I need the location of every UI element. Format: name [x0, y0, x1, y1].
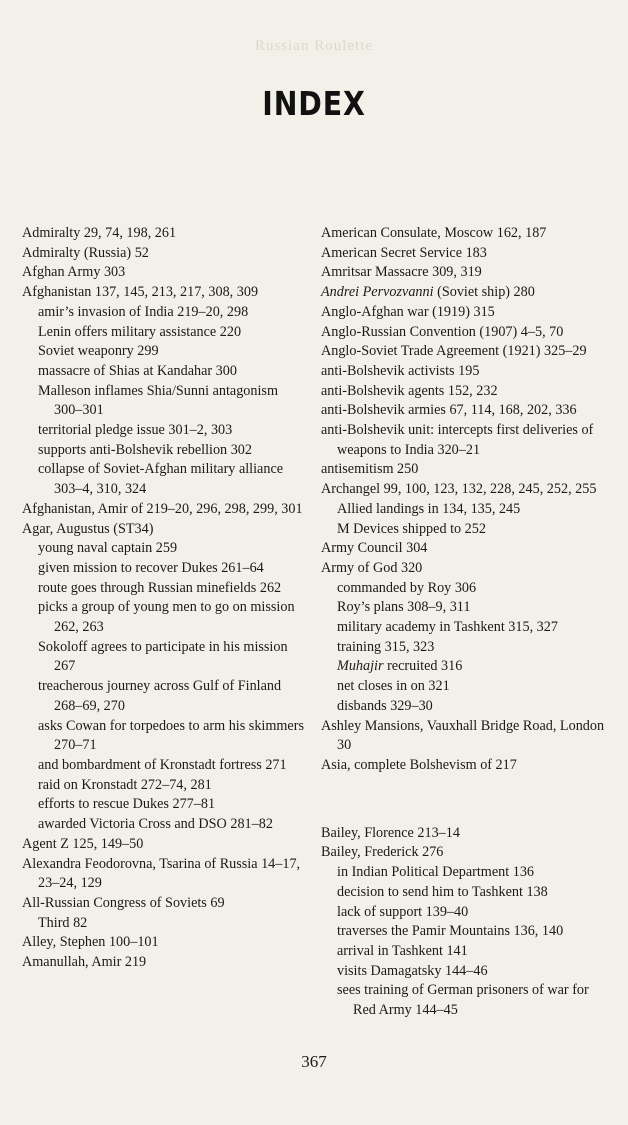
- index-subentry: [22, 795, 307, 815]
- index-entry: [321, 224, 611, 244]
- italic-term: Muhajir: [337, 658, 384, 675]
- page-title: INDEX: [262, 84, 366, 123]
- entry-text: Archangel 99, 100, 123, 132, 228, 245, 252, 255: [321, 481, 597, 498]
- index-subentry: [22, 421, 307, 441]
- running-head-showthrough: Russian Roulette: [254, 38, 374, 54]
- index-subentry: [22, 579, 307, 599]
- index-entry: [22, 894, 307, 914]
- entry-text: All-Russian Congress of Soviets 69: [22, 894, 225, 911]
- index-entry: [321, 421, 611, 460]
- index-subentry: [321, 598, 611, 618]
- index-subentry: [22, 638, 307, 677]
- index-entry: [321, 244, 611, 264]
- italic-term: Andrei Pervozvanni: [321, 284, 434, 301]
- index-entry: [321, 323, 611, 343]
- entry-text: American Consulate, Moscow 162, 187: [321, 225, 547, 241]
- entry-text: Army of God 320: [321, 559, 423, 576]
- entry-text: disbands 329–30: [337, 697, 433, 714]
- index-subentry: [321, 883, 611, 903]
- index-entry: [22, 244, 307, 264]
- entry-text: anti-Bolshevik armies 67, 114, 168, 202, 336: [321, 402, 577, 419]
- entry-text: raid on Kronstadt 272–74, 281: [38, 776, 212, 793]
- entry-text: Roy’s plans 308–9, 311: [337, 599, 471, 616]
- entry-text: Admiralty (Russia) 52: [22, 244, 149, 261]
- entry-text: (Soviet ship) 280: [433, 284, 535, 301]
- entry-text: arrival in Tashkent 141: [337, 942, 468, 959]
- index-subentry: [321, 500, 611, 520]
- entry-text: Allied landings in 134, 135, 245: [337, 500, 521, 517]
- index-entry: [22, 835, 307, 855]
- index-subentry: [22, 677, 307, 716]
- entry-text: Agent Z 125, 149–50: [22, 835, 144, 852]
- entry-text: training 315, 323: [337, 638, 435, 655]
- index-entry: [321, 539, 611, 559]
- index-subentry: [22, 342, 307, 362]
- index-subentry: [22, 598, 307, 637]
- entry-text: Afghan Army 303: [22, 264, 126, 281]
- index-subentry: [22, 441, 307, 461]
- entry-text: lack of support 139–40: [337, 903, 469, 920]
- entry-text: Sokoloff agrees to participate in his mission 267: [38, 638, 288, 675]
- index-subentry: [22, 776, 307, 796]
- entry-text: collapse of Soviet-Afghan military alliance 303–4, 310, 324: [38, 461, 284, 498]
- index-subentry: [22, 756, 307, 776]
- entry-text: visits Damagatsky 144–46: [337, 962, 488, 979]
- index-entry: [22, 224, 307, 244]
- index-subentry: [321, 863, 611, 883]
- entry-text: Admiralty 29, 74, 198, 261: [22, 225, 177, 241]
- entry-text: route goes through Russian minefields 262: [38, 579, 282, 596]
- entry-text: commanded by Roy 306: [337, 579, 477, 596]
- index-entry: [321, 382, 611, 402]
- entry-text: asks Cowan for torpedoes to arm his skimmers 270–71: [38, 717, 304, 754]
- index-column-right: [321, 224, 611, 1021]
- entry-text: anti-Bolshevik agents 152, 232: [321, 382, 498, 399]
- index-entry: [22, 933, 307, 953]
- index-entry: [22, 953, 307, 973]
- entry-text: Alexandra Feodorovna, Tsarina of Russia 14–17, 23–24, 129: [22, 855, 301, 892]
- index-subentry: [321, 903, 611, 923]
- entry-text: military academy in Tashkent 315, 327: [337, 619, 558, 636]
- entry-text: Amanullah, Amir 219: [22, 954, 147, 971]
- index-entry: [22, 283, 307, 303]
- entry-text: Bailey, Frederick 276: [321, 844, 444, 861]
- entry-text: awarded Victoria Cross and DSO 281–82: [38, 816, 273, 833]
- index-subentry: [321, 520, 611, 540]
- entry-text: Afghanistan 137, 145, 213, 217, 308, 309: [22, 284, 259, 301]
- entry-text: Army Council 304: [321, 540, 428, 557]
- index-subentry: [22, 460, 307, 499]
- index-entry: [22, 855, 307, 894]
- index-entry: [321, 824, 611, 844]
- entry-text: American Secret Service 183: [321, 244, 487, 261]
- entry-text: Afghanistan, Amir of 219–20, 296, 298, 299, 301: [22, 500, 303, 517]
- entry-text: in Indian Political Department 136: [337, 864, 535, 881]
- index-entry: [22, 263, 307, 283]
- entry-text: territorial pledge issue 301–2, 303: [38, 422, 233, 439]
- index-entry: [321, 559, 611, 579]
- entry-text: net closes in on 321: [337, 678, 450, 695]
- index-subentry: [22, 323, 307, 343]
- index-subentry: [321, 942, 611, 962]
- entry-text: young naval captain 259: [38, 540, 178, 557]
- index-subentry: [22, 382, 307, 421]
- index-entry: [321, 401, 611, 421]
- entry-text: Anglo-Russian Convention (1907) 4–5, 70: [321, 323, 564, 340]
- index-entry: [321, 342, 611, 362]
- entry-text: Anglo-Afghan war (1919) 315: [321, 303, 495, 320]
- entry-text: Amritsar Massacre 309, 319: [321, 264, 482, 281]
- index-subentry: [22, 362, 307, 382]
- page-number: 367: [301, 1052, 327, 1071]
- entry-text: efforts to rescue Dukes 277–81: [38, 796, 216, 813]
- entry-text: and bombardment of Kronstadt fortress 271: [38, 756, 287, 773]
- index-entry: [321, 480, 611, 500]
- entry-text: traverses the Pamir Mountains 136, 140: [337, 923, 564, 940]
- entry-text: Ashley Mansions, Vauxhall Bridge Road, London 30: [321, 717, 605, 754]
- index-subentry: [321, 962, 611, 982]
- index-entry: [321, 756, 611, 776]
- index-subentry: [22, 914, 307, 934]
- index-subentry: [22, 539, 307, 559]
- index-entry: [321, 843, 611, 863]
- index-subentry: [321, 579, 611, 599]
- entry-text: sees training of German prisoners of war for Red Army 144–45: [337, 982, 589, 1019]
- entry-text: decision to send him to Tashkent 138: [337, 883, 548, 900]
- entry-text: Lenin offers military assistance 220: [38, 323, 242, 340]
- entry-text: Third 82: [38, 914, 88, 931]
- entry-text: given mission to recover Dukes 261–64: [38, 559, 264, 576]
- index-entry: [22, 520, 307, 540]
- index-entry: [321, 460, 611, 480]
- entry-text: Anglo-Soviet Trade Agreement (1921) 325–29: [321, 343, 587, 360]
- index-entry: [321, 263, 611, 283]
- index-subentry: [321, 981, 611, 1020]
- entry-text: treacherous journey across Gulf of Finland 268–69, 270: [38, 678, 282, 714]
- index-subentry: [22, 815, 307, 835]
- entry-text: picks a group of young men to go on mission 262, 263: [38, 599, 295, 636]
- entry-text: Alley, Stephen 100–101: [22, 934, 159, 951]
- entry-text: massacre of Shias at Kandahar 300: [38, 362, 237, 379]
- entry-text: amir’s invasion of India 219–20, 298: [38, 303, 249, 320]
- entry-text: recruited 316: [383, 658, 463, 675]
- index-entry: [321, 362, 611, 382]
- index-subentry: [22, 717, 307, 756]
- index-subentry: [321, 697, 611, 717]
- entry-text: M Devices shipped to 252: [337, 520, 486, 537]
- entry-text: Agar, Augustus (ST34): [22, 520, 154, 537]
- index-subentry: [321, 638, 611, 658]
- entry-text: Asia, complete Bolshevism of 217: [321, 756, 517, 773]
- index-subentry: [321, 657, 611, 677]
- entry-text: Malleson inflames Shia/Sunni antagonism 300–301: [38, 382, 278, 419]
- index-subentry: [22, 559, 307, 579]
- entry-text: anti-Bolshevik unit: intercepts first deliveries of weapons to India 320–21: [321, 422, 594, 458]
- index-entry: [22, 500, 307, 520]
- entry-text: antisemitism 250: [321, 461, 419, 478]
- entry-text: anti-Bolshevik activists 195: [321, 362, 480, 379]
- index-column-left: [22, 224, 307, 973]
- letter-section-gap: [321, 790, 611, 810]
- index-subentry: [22, 303, 307, 323]
- index-subentry: [321, 618, 611, 638]
- entry-text: supports anti-Bolshevik rebellion 302: [38, 441, 252, 458]
- index-subentry: [321, 922, 611, 942]
- index-entry: [321, 303, 611, 323]
- entry-text: Bailey, Florence 213–14: [321, 824, 460, 841]
- index-subentry: [321, 677, 611, 697]
- entry-text: Soviet weaponry 299: [38, 343, 159, 360]
- index-entry: [321, 717, 611, 756]
- index-entry: [321, 283, 611, 303]
